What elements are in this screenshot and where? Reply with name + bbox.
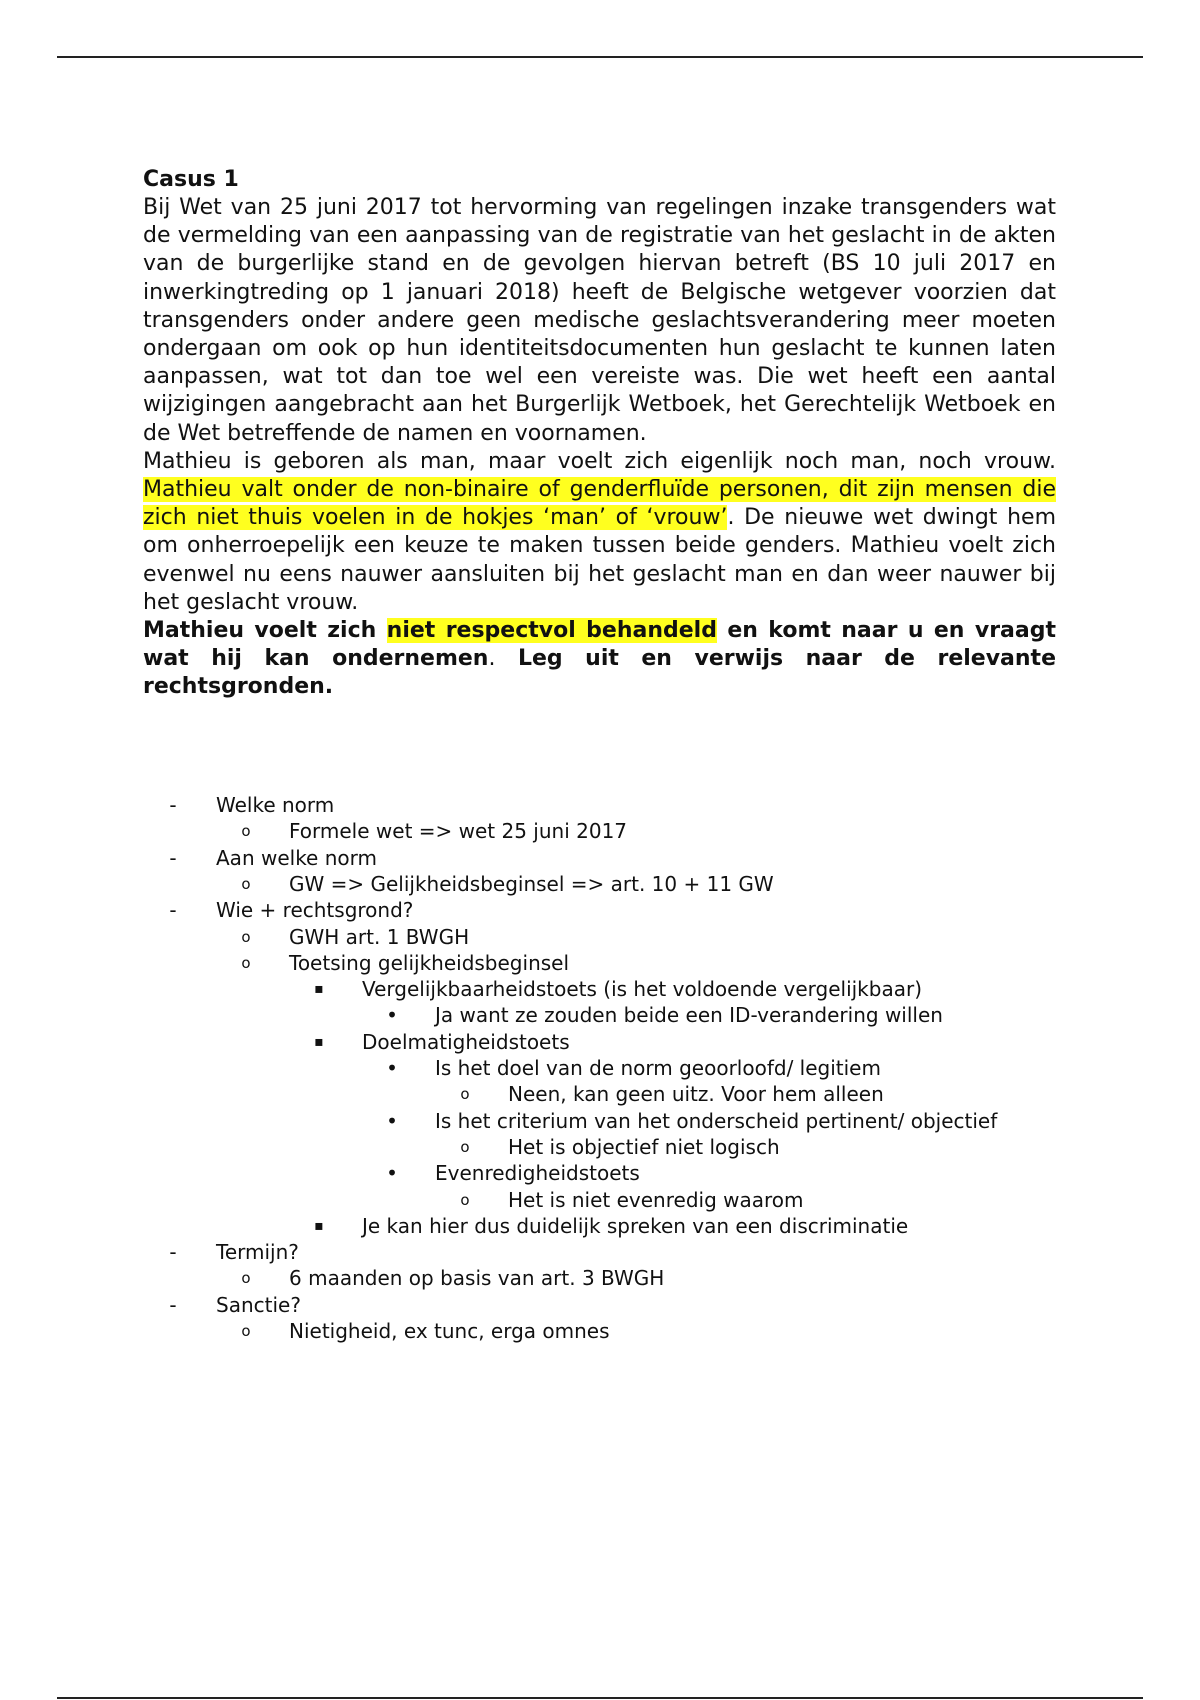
outline-item — [0, 1292, 1200, 1318]
outline-bullet: • — [386, 1003, 398, 1028]
outline-item — [0, 871, 1200, 897]
outline-bullet: o — [460, 1085, 470, 1104]
outline-item — [0, 1160, 1200, 1186]
outline-bullet: - — [169, 1240, 177, 1265]
question-text: . — [488, 646, 496, 672]
outline-text: 6 maanden op basis van art. 3 BWGH — [289, 1266, 665, 1291]
question-text: Mathieu voelt zich — [143, 618, 387, 644]
case-question — [143, 617, 1056, 702]
outline-item — [0, 1239, 1200, 1265]
outline-text: Het is objectief niet logisch — [508, 1134, 780, 1159]
case-text — [143, 166, 1056, 702]
outline-text: Ja want ze zouden beide een ID-verandering willen — [435, 1003, 943, 1028]
question-text: en komt naar u en vraagt wat hij kan ondernemen — [143, 618, 1056, 672]
paragraph-text: . De nieuwe wet dwingt hem om onherroepelijk een keuze te maken tussen beide genders. Mathieu voelt zich evenwel nu eens nauwer aansluiten bij het geslacht man en dan weer nauwer bij het geslacht vrouw. — [143, 505, 1056, 615]
outline-item — [0, 845, 1200, 871]
outline-text: Termijn? — [216, 1240, 299, 1265]
outline-item — [0, 1187, 1200, 1213]
outline-bullet: ▪ — [314, 1217, 324, 1234]
outline-bullet: o — [241, 822, 251, 841]
outline-bullet: - — [169, 898, 177, 923]
outline-bullet: o — [460, 1137, 470, 1156]
outline-text: GW => Gelijkheidsbeginsel => art. 10 + 11 GW — [289, 871, 774, 896]
outline-text: Welke norm — [216, 793, 335, 817]
outline-item — [0, 1213, 1200, 1239]
outline-text: Wie + rechtsgrond? — [216, 898, 414, 923]
outline-text: Neen, kan geen uitz. Voor hem alleen — [508, 1082, 884, 1107]
outline-text: Sanctie? — [216, 1292, 301, 1317]
outline-text: Is het doel van de norm geoorloofd/ legitiem — [435, 1056, 881, 1080]
outline-bullet: o — [241, 953, 251, 972]
outline-bullet: • — [386, 1108, 398, 1133]
outline-item — [0, 950, 1200, 976]
outline-text: Evenredigheidstoets — [435, 1161, 640, 1186]
outline-text: Formele wet => wet 25 juni 2017 — [289, 819, 628, 844]
outline-item — [0, 924, 1200, 950]
outline-bullet: • — [386, 1056, 398, 1080]
outline-bullet: - — [169, 793, 177, 817]
question-text: Leg uit en verwijs naar de relevante rechtsgronden. — [143, 646, 1056, 700]
outline-bullet: o — [241, 874, 251, 893]
case-title: Casus 1 — [143, 167, 239, 192]
outline-item — [0, 897, 1200, 923]
outline-text: Vergelijkbaarheidstoets (is het voldoende vergelijkbaar) — [362, 977, 922, 1002]
outline-item — [0, 1108, 1200, 1134]
outline-bullet: o — [241, 1322, 251, 1340]
footer-rule — [57, 1697, 1143, 1699]
outline-bullet: o — [241, 1269, 251, 1288]
highlighted-text: Mathieu valt onder de non-binaire of genderfluïde personen, dit zijn mensen die zich niet thuis voelen in de hokjes ‘man’ of ‘vrouw’ — [143, 477, 1056, 531]
outline-bullet: ▪ — [314, 1033, 324, 1050]
outline-text: Je kan hier dus duidelijk spreken van een discriminatie — [362, 1213, 909, 1238]
outline-item — [0, 976, 1200, 1002]
outline-bullet: - — [169, 845, 177, 870]
outline-text: Nietigheid, ex tunc, erga omnes — [289, 1319, 610, 1343]
case-paragraph-law: Bij Wet van 25 juni 2017 tot hervorming van regelingen inzake transgenders wat de vermelding van een aanpassing van de registratie van het geslacht in de akten van de burgerlijke stand en de gevolgen hiervan betreft (BS 10 juli 2017 en inwerkingtreding op 1 januari 2018) heeft de Belgische wetgever voorzien dat transgenders onder andere geen medische geslachtsverandering meer moeten ondergaan om ook op hun identiteitsdocumenten hun geslacht te kunnen laten aanpassen, wat tot dan toe wel een vereiste was. Die wet heeft een aantal wijzigingen aangebracht aan het Burgerlijk Wetboek, het Gerechtelijk Wetboek en de Wet betreffende de namen en voornamen. — [143, 195, 1056, 446]
outline-text: Toetsing gelijkheidsbeginsel — [289, 950, 570, 975]
outline-item — [0, 1081, 1200, 1107]
outline-text: Is het criterium van het onderscheid pertinent/ objectief — [435, 1108, 998, 1133]
outline-text: Doelmatigheidstoets — [362, 1029, 570, 1054]
outline-item — [0, 1265, 1200, 1291]
highlighted-text: niet respectvol behandeld — [386, 618, 717, 644]
outline-bullet: o — [460, 1190, 470, 1209]
outline-text: Aan welke norm — [216, 845, 377, 870]
outline-item — [0, 1134, 1200, 1160]
outline-item — [0, 1055, 1200, 1081]
outline-item — [0, 792, 1200, 818]
outline-bullet: - — [169, 1292, 177, 1317]
outline-item — [0, 1002, 1200, 1028]
outline-bullet: • — [386, 1161, 398, 1186]
outline-bullet: o — [241, 927, 251, 946]
outline-item — [0, 1318, 1200, 1344]
header-rule — [57, 56, 1143, 58]
outline-text: GWH art. 1 BWGH — [289, 924, 470, 949]
outline-item — [0, 1029, 1200, 1055]
paragraph-text: Mathieu is geboren als man, maar voelt zich eigenlijk noch man, noch vrouw. — [143, 448, 1056, 474]
outline-bullet: ▪ — [314, 981, 324, 998]
outline-item — [0, 818, 1200, 844]
case-paragraph-mathieu — [143, 448, 1056, 617]
outline-text: Het is niet evenredig waarom — [508, 1187, 804, 1212]
